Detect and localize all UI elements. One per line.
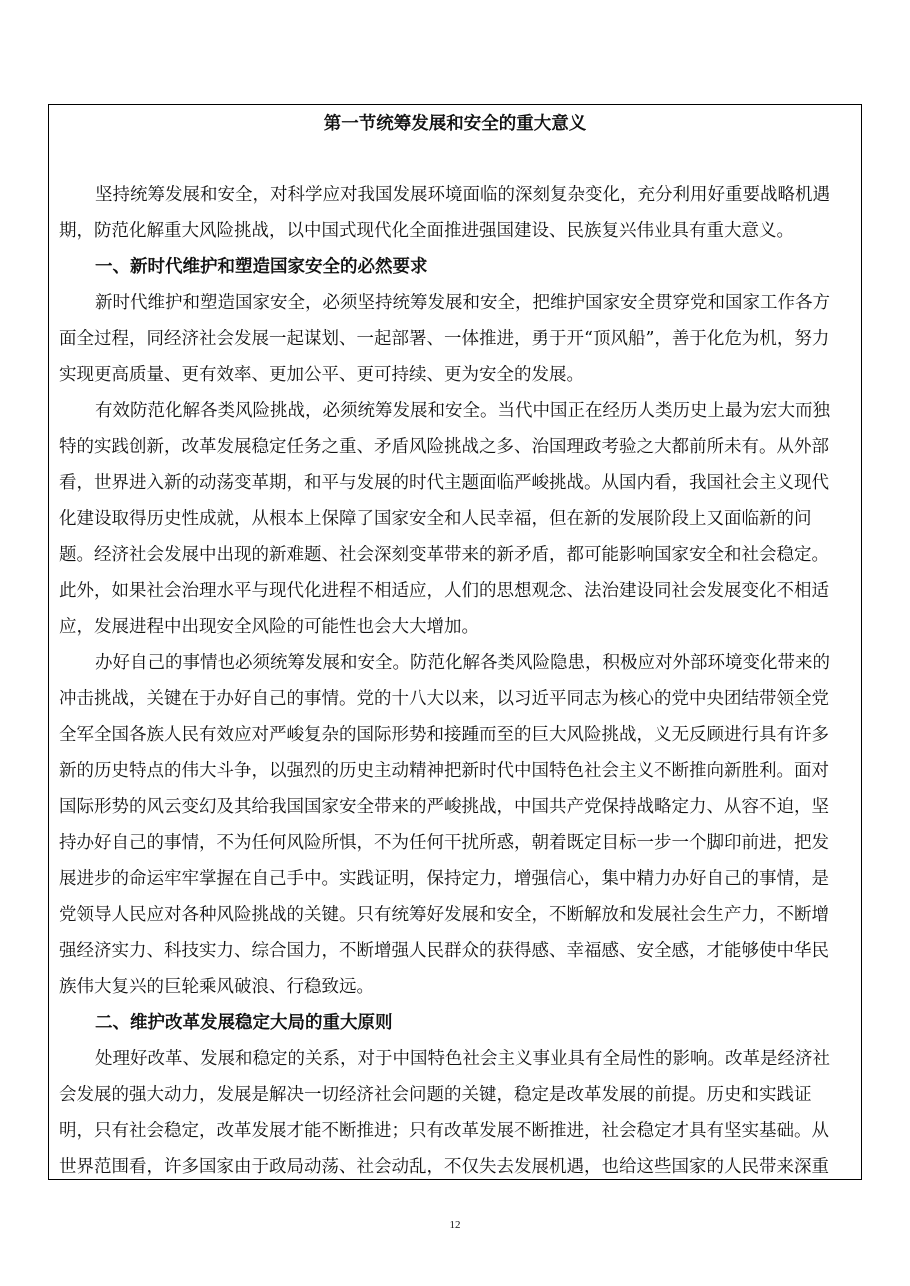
paragraph-line: 面全过程，同经济社会发展一起谋划、一起部署、一体推进，勇于开“顶风船”，善于化危为机，努力	[59, 329, 830, 349]
paragraph-line: 期，防范化解重大风险挑战，以中国式现代化全面推进强国建设、民族复兴伟业具有重大意义。	[59, 221, 794, 241]
paragraph-line: 强经济实力、科技实力、综合国力，不断增强人民群众的获得感、幸福感、安全感，才能够使中华民	[59, 941, 829, 961]
paragraph-line: 办好自己的事情也必须统筹发展和安全。防范化解各类风险隐患，积极应对外部环境变化带来的	[95, 653, 830, 673]
subsection-heading-2: 二、维护改革发展稳定大局的重大原则	[95, 1013, 393, 1033]
page-number: 12	[449, 1219, 461, 1231]
content-frame	[48, 104, 862, 1180]
paragraph-line: 看，世界进入新的动荡变革期，和平与发展的时代主题面临严峻挑战。从国内看，我国社会主义现代	[59, 473, 829, 493]
paragraph-line: 全军全国各族人民有效应对严峻复杂的国际形势和接踵而至的巨大风险挑战，义无反顾进行具有许多	[59, 725, 829, 745]
paragraph-line: 会发展的强大动力，发展是解决一切经济社会问题的关键，稳定是改革发展的前提。历史和实践证	[59, 1085, 812, 1105]
paragraph-line: 世界范围看，许多国家由于政局动荡、社会动乱，不仅失去发展机遇，也给这些国家的人民带来深重	[59, 1157, 829, 1177]
paragraph-line: 题。经济社会发展中出现的新难题、社会深刻变革带来的新矛盾，都可能影响国家安全和社会稳定。	[59, 545, 829, 565]
paragraph-line: 此外，如果社会治理水平与现代化进程不相适应，人们的思想观念、法治建设同社会发展变化不相适	[59, 581, 829, 601]
paragraph-line: 坚持统筹发展和安全，对科学应对我国发展环境面临的深刻复杂变化，充分利用好重要战略机遇	[95, 185, 830, 205]
paragraph-line: 明，只有社会稳定，改革发展才能不断推进；只有改革发展不断推进，社会稳定才具有坚实基础。从	[59, 1121, 829, 1141]
paragraph-line: 有效防范化解各类风险挑战，必须统筹发展和安全。当代中国正在经历人类历史上最为宏大而独	[95, 401, 830, 421]
section-title: 第一节统筹发展和安全的重大意义	[323, 114, 587, 134]
paragraph-line: 新的历史特点的伟大斗争，以强烈的历史主动精神把新时代中国特色社会主义不断推向新胜利。面对	[59, 761, 829, 781]
paragraph-line: 国际形势的风云变幻及其给我国国家安全带来的严峻挑战，中国共产党保持战略定力、从容不迫，坚	[59, 797, 829, 817]
paragraph-line: 应，发展进程中出现安全风险的可能性也会大大增加。	[59, 617, 479, 637]
paragraph-line: 族伟大复兴的巨轮乘风破浪、行稳致远。	[59, 977, 374, 997]
paragraph-line: 新时代维护和塑造国家安全，必须坚持统筹发展和安全，把维护国家安全贯穿党和国家工作各方	[95, 293, 830, 313]
paragraph-line: 冲击挑战，关键在于办好自己的事情。党的十八大以来，以习近平同志为核心的党中央团结带领全党	[59, 689, 829, 709]
paragraph-line: 化建设取得历史性成就，从根本上保障了国家安全和人民幸福，但在新的发展阶段上又面临新的问	[59, 509, 812, 529]
paragraph-line: 处理好改革、发展和稳定的关系，对于中国特色社会主义事业具有全局性的影响。改革是经济社	[95, 1049, 830, 1069]
subsection-heading-1: 一、新时代维护和塑造国家安全的必然要求	[95, 257, 428, 277]
paragraph-line: 持办好自己的事情，不为任何风险所惧，不为任何干扰所惑，朝着既定目标一步一个脚印前进，把发	[59, 833, 829, 853]
paragraph-line: 特的实践创新，改革发展稳定任务之重、矛盾风险挑战之多、治国理政考验之大都前所未有。从外部	[59, 437, 829, 457]
paragraph-line: 展进步的命运牢牢掌握在自己手中。实践证明，保持定力，增强信心，集中精力办好自己的事情，是	[59, 869, 829, 889]
paragraph-line: 党领导人民应对各种风险挑战的关键。只有统筹好发展和安全，不断解放和发展社会生产力，不断增	[59, 905, 829, 925]
paragraph-line: 实现更高质量、更有效率、更加公平、更可持续、更为安全的发展。	[59, 365, 584, 385]
